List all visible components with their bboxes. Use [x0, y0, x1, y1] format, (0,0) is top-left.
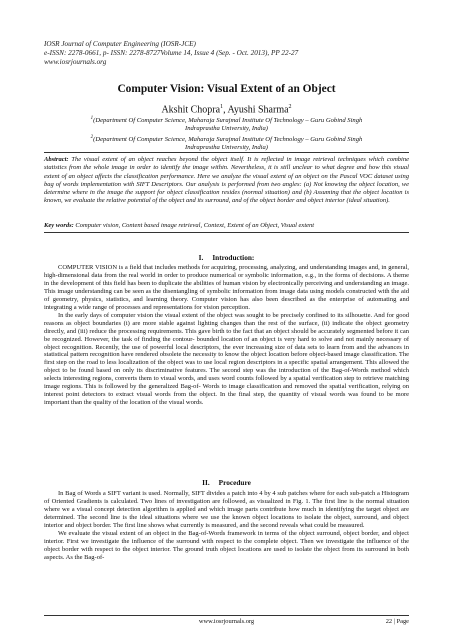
- author-affil-marker: 1: [220, 104, 224, 110]
- page-number: 22 | Page: [385, 618, 409, 625]
- paragraph: In the early days of computer vision the visual extent of the object was sought to be precisely confined to its silhouette. And for good reasons as object boundaries (i) are more stable against lighting changes than the rest of the surface, (ii) indicate the object geometry directly, and (iii) reduce the processing requirements. This gave birth to the fact that an object should be accurately segmented before it can be recognized. However, the task of finding the contour- bounded location of an object is very hard to solve and not mainly necessary of object recognition. Recently, the use of powerful local descriptors, the ever increasing size of data sets to learn from and the advances in statistical pattern recognition have rendered obsolete the necessity to know the object location before object-based image classification. The first step on the road to less localization of the object was to use local region descriptors in a specific spatial arrangement. This allowed the object to be found based on only its discriminative features. The second step was the introduction of the Bag-of-Words method which selects interesting regions, converts them to visual words, and uses word counts followed by a spatial verification step to retrieve matching image regions. This is followed by the generalized Bag-of- Words to image classification and removed the spatial verification, relying on interest point detectors to extract visual words from the object. In the final step, the quantity of visual words was found to be more important than the quality of the location of the visual words.: [44, 311, 409, 407]
- paragraph: COMPUTER VISION is a field that includes methods for acquiring, processing, analyzing, and understanding images and, in general, high-dimensional data from the real world in order to produce numerical or symbolic information, e.g., in the forms of decisions. A theme in the development of this field has been to duplicate the abilities of human vision by electronically perceiving and understanding an image. This image understanding can be seen as the disentangling of symbolic information from image data using models constructed with the aid of geometry, physics, statistics, and learning theory. Computer vision has also been described as the enterprise of automating and integrating a wide range of processes and representations for vision perception.: [44, 264, 409, 311]
- affiliation-marker: 2: [90, 134, 94, 140]
- affiliation-line: [58, 115, 395, 125]
- abstract-text: The visual extent of an object reaches beyond the object itself. It is reflected in image retrieval techniques which combine statistics from the whole image in order to identify the image within. Nevertheless, it is still unclear to what degree and how this visual extent of an object affects the classification performance. Here we analyze the visual extent of an object on the Pascal VOC dataset using bag of words implementation with SIFT Descriptors. Our analysis is performed from two angles: (a) Not knowing the object location, we determine where in the image the support for object classification resides (normal situation) and (b) Assuming that the object location is known, we evaluate the relative potential of the object and its surround, and of the object border and object interior (ideal situation).: [44, 156, 409, 205]
- journal-name: IOSR Journal of Computer Engineering (IOSR-JCE): [44, 40, 196, 48]
- keywords: [44, 222, 409, 230]
- author-separator: ,: [223, 104, 228, 116]
- affiliations: [58, 115, 395, 153]
- footer-rule: [44, 615, 409, 616]
- affiliation-text: (Department Of Computer Science, Maharaja Surajmal Institute Of Technology – Guru Gobind Singh: [93, 117, 363, 125]
- abstract: [44, 156, 409, 206]
- section-heading-introduction: [44, 253, 409, 262]
- introduction-body: [44, 264, 409, 407]
- journal-issn: e-ISSN: 2278-0661, p- ISSN: 2278-8727Volume 14, Issue 4 (Sep. - Oct. 2013), PP 22-27: [44, 49, 299, 57]
- author-name: Akshit Chopra: [161, 104, 221, 116]
- affiliation-marker: 1: [90, 116, 94, 121]
- procedure-body: [44, 490, 409, 562]
- paper-title: Computer Vision: Visual Extent of an Object: [117, 83, 336, 95]
- abstract-bottom-rule: [44, 232, 409, 233]
- footer-url: www.iosrjournals.org: [198, 618, 255, 625]
- affiliation-line: Indraprastha University, India): [185, 144, 268, 152]
- section-heading-procedure: [44, 478, 409, 487]
- section-title: Procedure: [218, 478, 251, 487]
- paragraph: We evaluate the visual extent of an object in the Bag-of-Words framework in terms of the object surround, object border, and object interior. First we investigate the influence of the surround with respect to the complete object. Then we investigate the influence of the object border with respect to the object interior. The ground truth object locations are used to isolate the object from its surround in both aspects. As the Bag-of-: [44, 529, 409, 561]
- section-title: Introduction:: [212, 253, 255, 262]
- journal-header: [44, 40, 414, 67]
- keywords-label: Key words:: [44, 222, 74, 229]
- section-number: I.: [198, 253, 204, 262]
- author-affil-marker: 2: [288, 104, 292, 110]
- abstract-top-rule: [44, 152, 409, 153]
- paragraph: In Bag of Words a SIFT variant is used. Normally, SIFT divides a patch into 4 by 4 sub patches where for each sub-patch a Histogram of Oriented Gradients is calculated. Two lines of investigation are followed, as visualized in Fig. 1. The first line is the normal situation where we a visual concept detection algorithm is applied and which image parts contribute how much in identifying the target object are determined. The second line is the ideal situations where we use the known object locations to isolate the object, surround, and object interior and object border. The first line shows what currently is measured, and the second reveals what could be measured.: [44, 490, 409, 529]
- journal-site: www.iosrjournals.org: [44, 58, 107, 66]
- affiliation-text: (Department Of Computer Science, Maharaja Surajmal Institute Of Technology – Guru Gobind Singh: [93, 135, 363, 143]
- affiliation-line: Indraprastha University, India): [185, 125, 268, 133]
- author-name: Ayushi Sharma: [227, 104, 289, 116]
- affiliation-line: [58, 134, 395, 144]
- keywords-text: Computer vision, Content based image retrieval, Context, Extent of an Object, Visual extent: [75, 222, 315, 229]
- section-number: II.: [202, 478, 210, 487]
- abstract-label: Abstract:: [44, 156, 69, 163]
